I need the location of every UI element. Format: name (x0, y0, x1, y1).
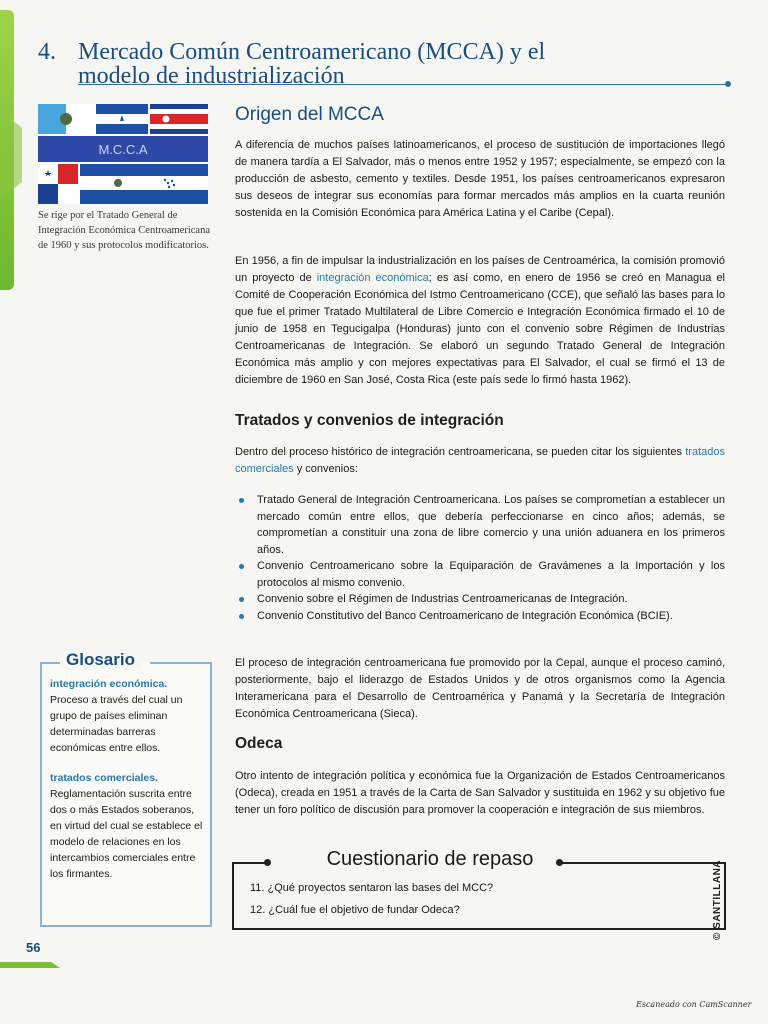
tratados-list (235, 492, 725, 624)
question-12: 12. ¿Cuál fue el objetivo de fundar Odeca? (250, 904, 460, 916)
chapter-number: 4. (38, 39, 56, 65)
section-heading-odeca: Odeca (235, 735, 283, 752)
chapter-tab-accent (0, 110, 22, 200)
section-heading-tratados: Tratados y convenios de integración (235, 412, 504, 429)
publisher-credit: © SANTILLANA (712, 859, 723, 940)
flags-label: M.C.C.A (98, 142, 148, 157)
scanner-watermark: Escaneado con CamScanner (636, 1000, 752, 1009)
glossary-entry (50, 676, 206, 756)
chapter-title-line2: modelo de industrialización (78, 63, 345, 89)
glossary-definition: Reglamentación suscrita entre dos o más Estados soberanos, en virtud del cual se establece el modelo de relaciones en los intercambios comerciales entre los firmantes. (50, 788, 203, 880)
list-item: Convenio sobre el Régimen de Industrias Centroamericanas de Integración. (235, 591, 725, 608)
glossary-title: Glosario (60, 650, 141, 670)
question-11: 11. ¿Qué proyectos sentaron las bases del MCC? (250, 882, 494, 894)
tratados-closing: El proceso de integración centroamericana fue promovido por la Cepal, aunque el proceso caminó, posteriormente, bajo el liderazgo de Estados Unidos y de otros organismos como la Agencia Interamericana para el Desarrollo de Centroamérica y Panamá y la Secretaría de Integración Económica Centroamericana (Sieca). (235, 657, 725, 720)
list-item: Convenio Constitutivo del Banco Centroamericano de Integración Económica (BCIE). (235, 608, 725, 625)
odeca-paragraph: Otro intento de integración política y económica fue la Organización de Estados Centroamericanos (Odeca), creada en 1951 a través de la Carta de San Salvador y sustituida en 1962 y su objetivo fue tener un foro político de discusión para promover la cooperación e integración de sus miembros. (235, 770, 725, 816)
tratados-intro (235, 444, 725, 478)
mcca-flags-image (38, 104, 208, 204)
questionnaire-border (232, 862, 266, 864)
glossary-border (150, 662, 212, 664)
section-heading-origen: Origen del MCCA (235, 104, 384, 125)
chapter-rule (78, 84, 728, 85)
questionnaire-dot (264, 859, 271, 866)
origen-p2-text-a: En 1956, a fin de impulsar la industrialización en los países de Centroamérica, la comisión promovió un proyecto de (235, 255, 725, 284)
page-number: 56 (26, 940, 41, 955)
glossary-entry (50, 770, 206, 882)
list-item: Tratado General de Integración Centroamericana. Los países se comprometían a establecer un mercado común entre ellos, que debería perfeccionarse en cinco años; además, se comprometían a constituir una zona de libre comercio y una unión aduanera en los primeros años. (235, 492, 725, 558)
questionnaire-border (560, 862, 726, 864)
flags-illustration (38, 104, 208, 204)
tratados-intro-a: Dentro del proceso histórico de integración centroamericana, se pueden citar los siguientes (235, 446, 686, 458)
glossary-border (40, 662, 60, 664)
glossary-link-tratados[interactable]: tratados comerciales (235, 446, 725, 475)
questionnaire-box (232, 862, 726, 930)
glossary-link-integracion[interactable]: integración económica (316, 272, 429, 284)
questionnaire-title: Cuestionario de repaso (326, 848, 534, 870)
origen-paragraph-2 (235, 253, 725, 389)
glossary-entries (50, 676, 206, 882)
page-number-bar (0, 962, 60, 968)
image-caption: Se rige por el Tratado General de Integración Económica Centroamericana de 1960 y sus protocolos modificatorios. (38, 210, 210, 251)
chapter-title-line1: Mercado Común Centroamericano (MCCA) y el (78, 39, 546, 65)
glossary-definition: Proceso a través del cual un grupo de países eliminan determinadas barreras económicas entre ellos. (50, 694, 183, 754)
origen-paragraph-1: A diferencia de muchos países latinoamericanos, el proceso de sustitución de importaciones llegó de manera tardía a El Salvador, más o menos entre 1952 y 1957; especialmente, se empezó con la producción de asbesto, cemento y textiles. Desde 1951, los países centroamericanos expresaron sus deseos de integrar sus economías para formar mercados más amplios en la cuarta reunión sostenida en la Comisión Económica para América Latina y el Caribe (Cepal). (235, 139, 725, 219)
tratados-intro-b: y convenios: (293, 463, 358, 475)
glossary-term: integración económica. (50, 678, 168, 690)
glossary-term: tratados comerciales. (50, 772, 158, 784)
origen-p2-text-b: ; es así como, en enero de 1956 se creó en Managua el Comité de Cooperación Económica del Istmo Centroamericano (CCE), que señaló las bases para lo que fue el primer Tratado Multilateral de Libre Comercio e Integración Económica firmado el 10 de junio de 1958 en Tegucigalpa (Honduras) junto con el convenio sobre Régimen de Industrias Centroamericanas de Integración. Se elaboró un segundo Tratado General de Integración Económica más amplio y con mejores expectativas para El Salvador, el cual se firmó el 13 de diciembre de 1960 en San José, Costa Rica (este país sede lo firmó hasta 1962). (235, 272, 725, 386)
list-item: Convenio Centroamericano sobre la Equiparación de Gravámenes a la Importación y los protocolos al mismo convenio. (235, 558, 725, 591)
chapter-title (38, 40, 728, 88)
